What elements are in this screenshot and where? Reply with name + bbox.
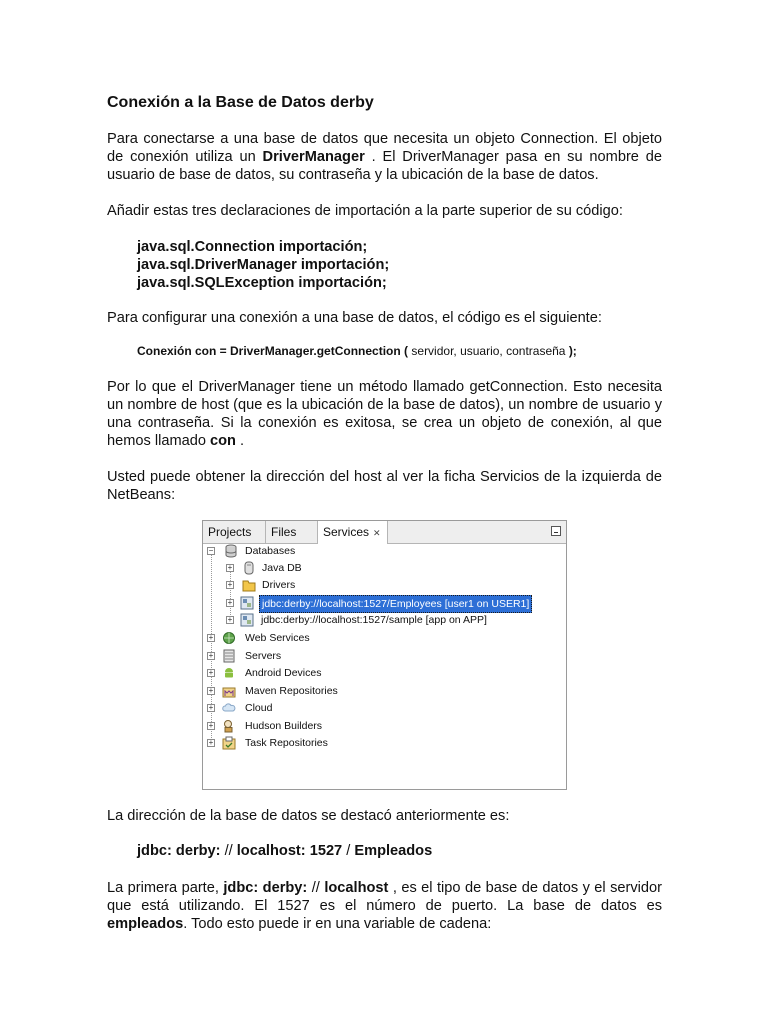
expand-icon[interactable]: +: [227, 563, 233, 572]
url-part-host: localhost: 1527: [236, 843, 343, 859]
paragraph-address-highlighted: La dirección de la base de datos se destacó anteriormente es:: [107, 808, 510, 824]
expand-icon[interactable]: +: [227, 615, 233, 624]
tab-projects[interactable]: Projects: [203, 521, 266, 543]
tree-label: Drivers: [262, 579, 296, 591]
folder-icon: [242, 578, 256, 592]
tab-services[interactable]: [318, 521, 388, 544]
minimize-icon[interactable]: [551, 526, 561, 536]
tree-node-connection-sample[interactable]: [226, 612, 546, 628]
tree-label: Android Devices: [245, 667, 322, 679]
p1-bold-drivermanager: DriverManager: [262, 149, 365, 165]
collapse-icon[interactable]: −: [208, 546, 214, 555]
tree-node-task-repositories[interactable]: [207, 735, 507, 751]
code-call-part2: );: [568, 344, 577, 358]
p7-text-b: //: [307, 880, 325, 896]
server-icon: [222, 649, 236, 663]
expand-icon[interactable]: +: [208, 633, 214, 642]
tree-node-hudson-builders[interactable]: [207, 718, 507, 734]
tab-services-label: Services: [323, 525, 370, 539]
p1-text-b: . El DriverManager pasa en su nombre de usuario de base de datos, su contraseña y la ubicación de la base de datos.: [107, 149, 662, 183]
tree-node-maven-repositories[interactable]: [207, 683, 507, 699]
p7-text-d: . Todo esto puede ir en una variable de cadena:: [183, 916, 492, 932]
tree-label: Cloud: [245, 702, 273, 714]
connection-icon: [240, 596, 254, 610]
tree-label: jdbc:derby://localhost:1527/sample [app on APP]: [261, 614, 487, 626]
import-line: java.sql.SQLException importación;: [137, 275, 387, 291]
globe-icon: [222, 631, 236, 645]
expand-icon[interactable]: +: [208, 721, 214, 730]
url-part-db: Empleados: [354, 843, 433, 859]
import-statements: [137, 238, 389, 292]
tree-node-android-devices[interactable]: [207, 665, 507, 681]
tree-node-web-services[interactable]: [207, 630, 507, 646]
cloud-icon: [222, 701, 236, 715]
hudson-icon: [222, 719, 236, 733]
code-call-part1: Conexión con = DriverManager.getConnection (: [137, 344, 412, 358]
paragraph-imports-intro: Añadir estas tres declaraciones de importación a la parte superior de su código:: [107, 203, 623, 219]
tree-label-selected: jdbc:derby://localhost:1527/Employees [user1 on USER1]: [259, 595, 532, 613]
url-part-protocol: jdbc: derby:: [137, 843, 221, 859]
database-icon: [224, 544, 238, 558]
tree-label: Web Services: [245, 632, 310, 644]
tree-label: Task Repositories: [245, 737, 328, 749]
tree-node-drivers[interactable]: [226, 577, 526, 593]
tree-label: Servers: [245, 650, 282, 662]
expand-icon[interactable]: +: [208, 668, 214, 677]
tree-node-databases[interactable]: [207, 543, 507, 559]
p4-bold-con: con: [210, 433, 236, 449]
tree-label: Java DB: [262, 562, 302, 574]
task-repository-icon: [222, 736, 236, 750]
paragraph-drivermanager-explained: [107, 378, 662, 450]
connection-icon: [240, 613, 254, 627]
expand-icon[interactable]: +: [208, 703, 214, 712]
expand-icon[interactable]: +: [208, 651, 214, 660]
paragraph-url-explained: [107, 879, 662, 933]
paragraph-connection-code-intro: Para configurar una conexión a una base de datos, el código es el siguiente:: [107, 310, 602, 326]
url-part-sep1: //: [220, 843, 237, 859]
tree-node-connection-employees[interactable]: [226, 595, 546, 611]
database-url-line: [137, 843, 432, 859]
netbeans-services-panel: [202, 520, 567, 790]
p7-text-a: La primera parte,: [107, 880, 224, 896]
java-db-icon: [242, 561, 256, 575]
panel-tab-bar: [203, 521, 566, 544]
close-icon[interactable]: ✕: [373, 528, 381, 538]
tree-node-java-db[interactable]: [226, 560, 526, 576]
url-part-sep2: /: [342, 843, 355, 859]
p1-text-a: Para conectarse a una base de datos que necesita un objeto Connection. El objeto de conexión utiliza un: [107, 131, 662, 165]
expand-icon[interactable]: +: [208, 738, 214, 747]
p7-text-c: , es el tipo de base de datos y el servidor que está utilizando. El 1527 es el número de puerto. La base de datos es: [107, 880, 663, 914]
tree-label: Databases: [245, 545, 296, 557]
expand-icon[interactable]: +: [208, 686, 214, 695]
paragraph-netbeans-services: Usted puede obtener la dirección del host al ver la ficha Servicios de la izquierda de NetBeans:: [107, 469, 662, 503]
tree-label: Hudson Builders: [245, 720, 323, 732]
expand-icon[interactable]: +: [227, 580, 233, 589]
page-title: Conexión a la Base de Datos derby: [107, 94, 374, 111]
paragraph-connection-intro: [107, 130, 662, 184]
p4-text-a: Por lo que el DriverManager tiene un método llamado getConnection. Esto necesita un nombre de host (que es la ubicación de la base de datos), un nombre de usuario y una contraseña. Si la conexión es exitosa, se crea un objeto de conexión, al que hemos llamado: [107, 379, 662, 449]
android-icon: [222, 666, 236, 680]
tree-label: Maven Repositories: [245, 685, 338, 697]
p7-bold-empleados: empleados: [107, 916, 184, 932]
p7-bold-localhost: localhost: [324, 880, 389, 896]
import-line: java.sql.Connection importación;: [137, 239, 368, 255]
import-line: java.sql.DriverManager importación;: [137, 257, 390, 273]
tab-files[interactable]: Files: [266, 521, 318, 543]
tree-node-cloud[interactable]: [207, 700, 507, 716]
p7-bold-protocol: jdbc: derby:: [223, 880, 308, 896]
code-call-args: servidor, usuario, contraseña: [411, 344, 569, 358]
maven-icon: [222, 684, 236, 698]
p4-text-b: .: [235, 433, 245, 449]
code-get-connection: [137, 344, 577, 358]
expand-icon[interactable]: +: [227, 598, 233, 607]
tree-node-servers[interactable]: [207, 648, 507, 664]
